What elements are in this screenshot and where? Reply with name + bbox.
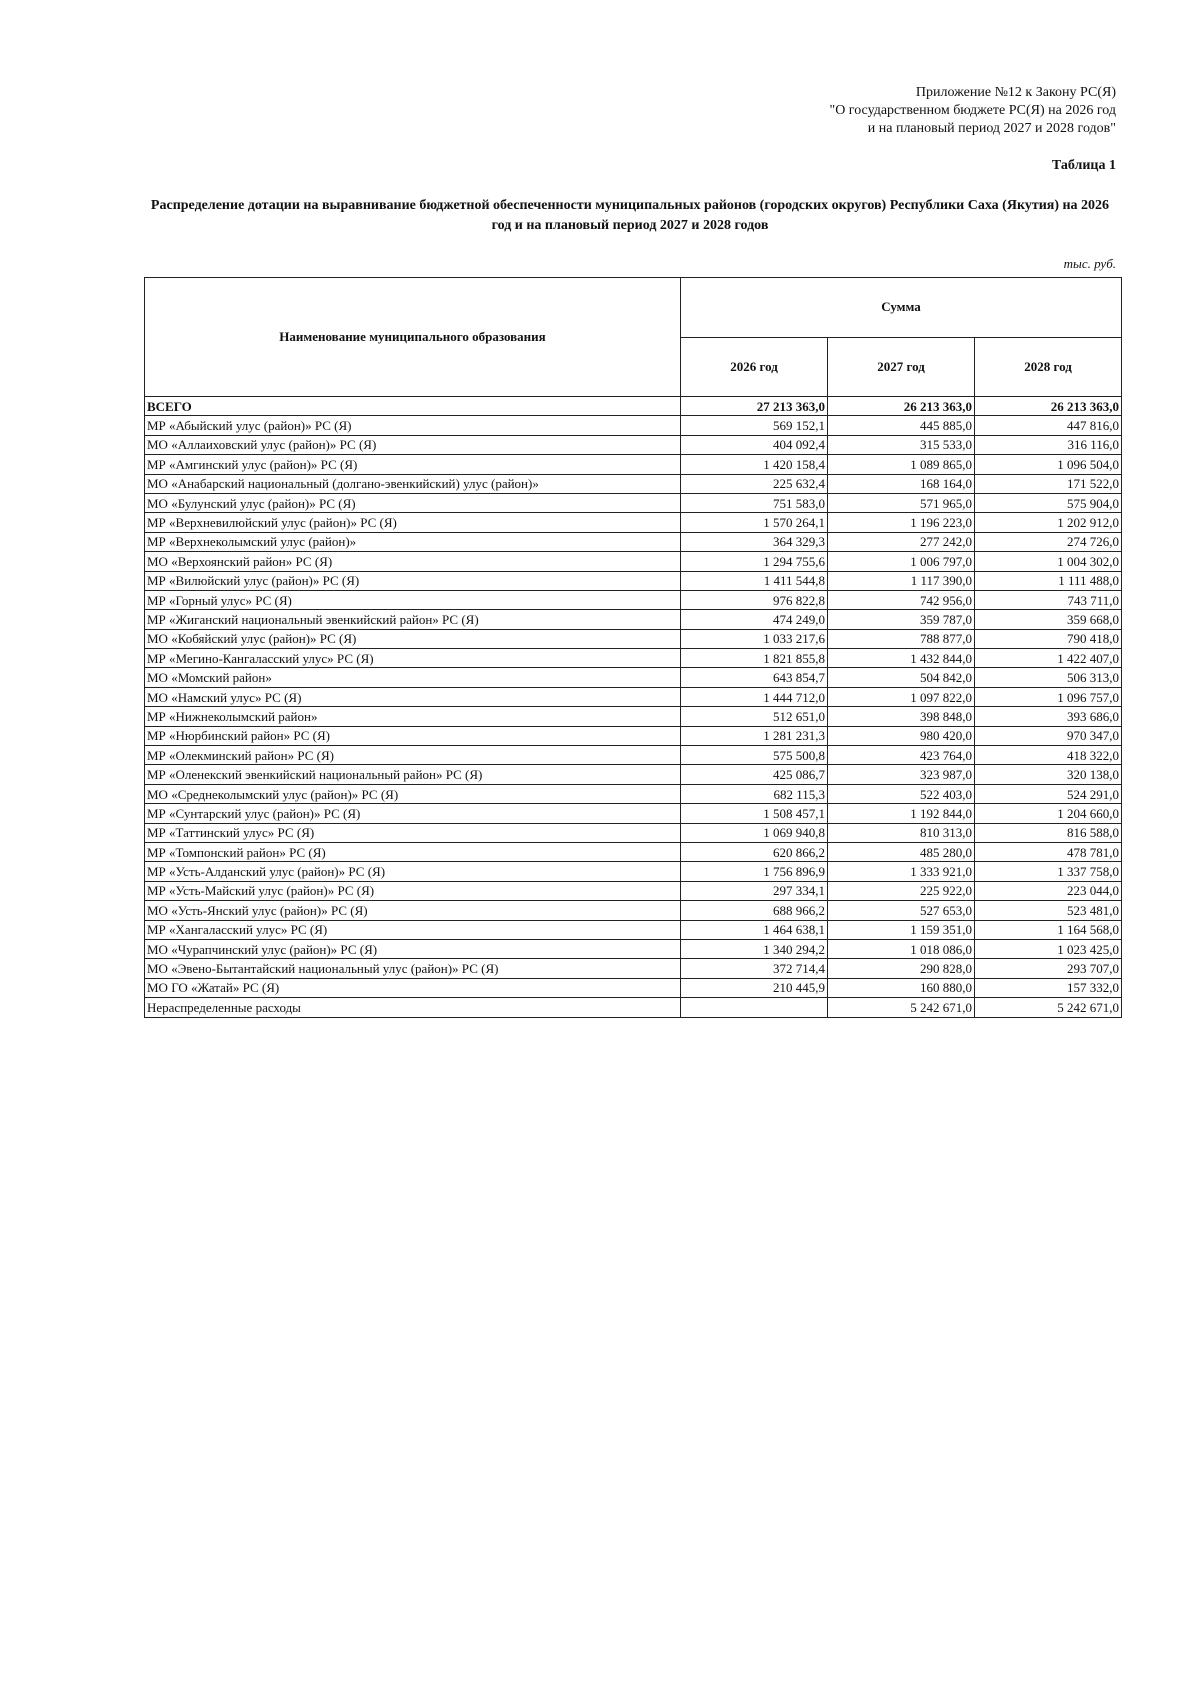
row-value-2026: 225 632,4 (681, 474, 828, 493)
row-value-2028: 1 111 488,0 (975, 571, 1122, 590)
column-header-2027: 2027 год (828, 337, 975, 397)
row-value-2027: 1 097 822,0 (828, 687, 975, 706)
row-value-2028: 1 004 302,0 (975, 552, 1122, 571)
row-name: МР «Оленекский эвенкийский национальный район» РС (Я) (145, 765, 681, 784)
row-value-2028: 1 204 660,0 (975, 804, 1122, 823)
row-value-2028: 816 588,0 (975, 823, 1122, 842)
row-name: МР «Абыйский улус (район)» РС (Я) (145, 416, 681, 435)
appendix-line-1: Приложение №12 к Закону РС(Я) (915, 85, 1116, 100)
row-name: МО «Среднеколымский улус (район)» РС (Я) (145, 784, 681, 803)
row-value-2027: 810 313,0 (828, 823, 975, 842)
row-value-2026: 1 464 638,1 (681, 920, 828, 939)
table-row (145, 920, 1122, 939)
row-value-2028: 575 904,0 (975, 493, 1122, 512)
row-value-2027: 571 965,0 (828, 493, 975, 512)
row-value-2026 (681, 998, 828, 1017)
row-value-2028: 790 418,0 (975, 629, 1122, 648)
units-label: тыс. руб. (1063, 256, 1116, 271)
row-value-2026: 372 714,4 (681, 959, 828, 978)
row-value-2028: 1 096 504,0 (975, 455, 1122, 474)
row-name: МО «Кобяйский улус (район)» РС (Я) (145, 629, 681, 648)
total-2028: 26 213 363,0 (975, 397, 1122, 416)
row-value-2027: 485 280,0 (828, 842, 975, 861)
row-value-2026: 575 500,8 (681, 746, 828, 765)
row-value-2027: 742 956,0 (828, 590, 975, 609)
row-name: МР «Нижнеколымский район» (145, 707, 681, 726)
row-value-2028: 157 332,0 (975, 978, 1122, 997)
row-value-2028: 418 322,0 (975, 746, 1122, 765)
column-header-2028: 2028 год (975, 337, 1122, 397)
row-name: МР «Усть-Майский улус (район)» РС (Я) (145, 881, 681, 900)
row-name: МО «Анабарский национальный (долгано-эвенкийский) улус (район)» (145, 474, 681, 493)
row-name: МО «Чурапчинский улус (район)» РС (Я) (145, 939, 681, 958)
row-value-2028: 1 164 568,0 (975, 920, 1122, 939)
table-row (145, 823, 1122, 842)
row-value-2027: 1 018 086,0 (828, 939, 975, 958)
row-value-2028: 320 138,0 (975, 765, 1122, 784)
row-value-2028: 171 522,0 (975, 474, 1122, 493)
row-value-2027: 277 242,0 (828, 532, 975, 551)
row-value-2027: 398 848,0 (828, 707, 975, 726)
row-value-2028: 1 422 407,0 (975, 649, 1122, 668)
row-value-2028: 393 686,0 (975, 707, 1122, 726)
row-name: МО «Намский улус» РС (Я) (145, 687, 681, 706)
table-row (145, 862, 1122, 881)
table-row (145, 707, 1122, 726)
row-name: Нераспределенные расходы (145, 998, 681, 1017)
row-value-2026: 364 329,3 (681, 532, 828, 551)
row-name: МО «Аллаиховский улус (район)» РС (Я) (145, 435, 681, 454)
row-value-2028: 274 726,0 (975, 532, 1122, 551)
column-header-2026: 2026 год (681, 337, 828, 397)
row-value-2027: 323 987,0 (828, 765, 975, 784)
row-name: МР «Жиганский национальный эвенкийский район» РС (Я) (145, 610, 681, 629)
row-value-2026: 1 281 231,3 (681, 726, 828, 745)
row-value-2027: 504 842,0 (828, 668, 975, 687)
row-value-2026: 425 086,7 (681, 765, 828, 784)
table-row (145, 784, 1122, 803)
row-value-2027: 5 242 671,0 (828, 998, 975, 1017)
row-name: МО «Верхоянский район» РС (Я) (145, 552, 681, 571)
row-value-2027: 315 533,0 (828, 435, 975, 454)
row-value-2026: 620 866,2 (681, 842, 828, 861)
table-row (145, 726, 1122, 745)
row-value-2028: 1 202 912,0 (975, 513, 1122, 532)
row-name: МР «Нюрбинский район» РС (Я) (145, 726, 681, 745)
row-value-2028: 506 313,0 (975, 668, 1122, 687)
row-value-2026: 1 508 457,1 (681, 804, 828, 823)
table-label: Таблица 1 (1051, 158, 1116, 173)
row-value-2026: 751 583,0 (681, 493, 828, 512)
document-title: Распределение дотации на выравнивание бюджетной обеспеченности муниципальных районов (городских округов) Республики Саха (Якутия) на 2026 год и на плановый период 2027 и 2028 годов (150, 198, 1110, 233)
row-value-2027: 1 432 844,0 (828, 649, 975, 668)
table-row (145, 804, 1122, 823)
table-row (145, 842, 1122, 861)
total-2027: 26 213 363,0 (828, 397, 975, 416)
table-row (145, 493, 1122, 512)
row-name: МО «Усть-Янский улус (район)» РС (Я) (145, 901, 681, 920)
row-value-2027: 168 164,0 (828, 474, 975, 493)
row-value-2027: 1 192 844,0 (828, 804, 975, 823)
row-value-2028: 359 668,0 (975, 610, 1122, 629)
row-name: МР «Верхнеколымский улус (район)» (145, 532, 681, 551)
row-value-2026: 512 651,0 (681, 707, 828, 726)
row-value-2026: 210 445,9 (681, 978, 828, 997)
column-header-name: Наименование муниципального образования (145, 278, 681, 397)
row-value-2027: 788 877,0 (828, 629, 975, 648)
row-name: МО ГО «Жатай» РС (Я) (145, 978, 681, 997)
row-value-2026: 569 152,1 (681, 416, 828, 435)
row-value-2028: 316 116,0 (975, 435, 1122, 454)
row-value-2026: 1 069 940,8 (681, 823, 828, 842)
row-name: МО «Булунский улус (район)» РС (Я) (145, 493, 681, 512)
row-value-2026: 643 854,7 (681, 668, 828, 687)
table-row (145, 765, 1122, 784)
appendix-header (829, 84, 1116, 138)
row-name: МР «Верхневилюйский улус (район)» РС (Я) (145, 513, 681, 532)
appendix-line-2: "О государственном бюджете РС(Я) на 2026 год (829, 103, 1116, 118)
row-value-2028: 523 481,0 (975, 901, 1122, 920)
table-row (145, 629, 1122, 648)
total-label: ВСЕГО (145, 397, 681, 416)
row-name: МО «Момский район» (145, 668, 681, 687)
table-row (145, 416, 1122, 435)
row-value-2028: 5 242 671,0 (975, 998, 1122, 1017)
table-row (145, 455, 1122, 474)
table-row (145, 649, 1122, 668)
table-row (145, 687, 1122, 706)
row-value-2027: 522 403,0 (828, 784, 975, 803)
row-value-2027: 160 880,0 (828, 978, 975, 997)
table-row (145, 959, 1122, 978)
row-value-2028: 524 291,0 (975, 784, 1122, 803)
row-value-2027: 1 159 351,0 (828, 920, 975, 939)
row-value-2026: 1 821 855,8 (681, 649, 828, 668)
row-value-2028: 478 781,0 (975, 842, 1122, 861)
table-row (145, 881, 1122, 900)
total-2026: 27 213 363,0 (681, 397, 828, 416)
table-row (145, 668, 1122, 687)
row-value-2026: 1 340 294,2 (681, 939, 828, 958)
table-row (145, 610, 1122, 629)
table-row (145, 746, 1122, 765)
row-name: МР «Амгинский улус (район)» РС (Я) (145, 455, 681, 474)
row-value-2028: 293 707,0 (975, 959, 1122, 978)
subsidy-table (144, 277, 1122, 1018)
row-value-2026: 1 420 158,4 (681, 455, 828, 474)
table-row (145, 474, 1122, 493)
row-value-2028: 1 096 757,0 (975, 687, 1122, 706)
row-name: МР «Усть-Алданский улус (район)» РС (Я) (145, 862, 681, 881)
table-row (145, 571, 1122, 590)
row-name: МР «Томпонский район» РС (Я) (145, 842, 681, 861)
row-value-2026: 1 294 755,6 (681, 552, 828, 571)
row-name: МР «Сунтарский улус (район)» РС (Я) (145, 804, 681, 823)
row-name: МР «Вилюйский улус (район)» РС (Я) (145, 571, 681, 590)
row-value-2026: 404 092,4 (681, 435, 828, 454)
row-value-2027: 423 764,0 (828, 746, 975, 765)
row-value-2027: 1 333 921,0 (828, 862, 975, 881)
row-value-2028: 970 347,0 (975, 726, 1122, 745)
row-value-2028: 1 337 758,0 (975, 862, 1122, 881)
row-value-2027: 225 922,0 (828, 881, 975, 900)
row-value-2027: 445 885,0 (828, 416, 975, 435)
row-name: МР «Олекминский район» РС (Я) (145, 746, 681, 765)
row-value-2027: 290 828,0 (828, 959, 975, 978)
row-value-2026: 474 249,0 (681, 610, 828, 629)
row-value-2027: 527 653,0 (828, 901, 975, 920)
row-value-2026: 1 033 217,6 (681, 629, 828, 648)
row-value-2026: 1 444 712,0 (681, 687, 828, 706)
row-value-2028: 223 044,0 (975, 881, 1122, 900)
row-value-2028: 743 711,0 (975, 590, 1122, 609)
row-value-2026: 1 756 896,9 (681, 862, 828, 881)
row-value-2026: 297 334,1 (681, 881, 828, 900)
table-row (145, 901, 1122, 920)
row-value-2026: 682 115,3 (681, 784, 828, 803)
row-value-2027: 1 117 390,0 (828, 571, 975, 590)
row-value-2026: 976 822,8 (681, 590, 828, 609)
row-value-2026: 688 966,2 (681, 901, 828, 920)
total-row (145, 397, 1122, 416)
appendix-line-3: и на плановый период 2027 и 2028 годов" (867, 121, 1116, 136)
table-row (145, 435, 1122, 454)
table-row (145, 978, 1122, 997)
row-value-2028: 1 023 425,0 (975, 939, 1122, 958)
row-value-2027: 1 006 797,0 (828, 552, 975, 571)
row-value-2026: 1 411 544,8 (681, 571, 828, 590)
row-value-2027: 1 196 223,0 (828, 513, 975, 532)
row-value-2027: 980 420,0 (828, 726, 975, 745)
row-name: МР «Горный улус» РС (Я) (145, 590, 681, 609)
table-row (145, 532, 1122, 551)
table-row (145, 939, 1122, 958)
table-row (145, 998, 1122, 1017)
row-value-2026: 1 570 264,1 (681, 513, 828, 532)
column-header-sum: Сумма (681, 278, 1122, 338)
table-row (145, 590, 1122, 609)
row-name: МО «Эвено-Бытантайский национальный улус (район)» РС (Я) (145, 959, 681, 978)
row-name: МР «Мегино-Кангаласский улус» РС (Я) (145, 649, 681, 668)
table-row (145, 513, 1122, 532)
row-value-2028: 447 816,0 (975, 416, 1122, 435)
row-value-2027: 359 787,0 (828, 610, 975, 629)
row-name: МР «Таттинский улус» РС (Я) (145, 823, 681, 842)
row-name: МР «Хангаласский улус» РС (Я) (145, 920, 681, 939)
row-value-2027: 1 089 865,0 (828, 455, 975, 474)
table-row (145, 552, 1122, 571)
